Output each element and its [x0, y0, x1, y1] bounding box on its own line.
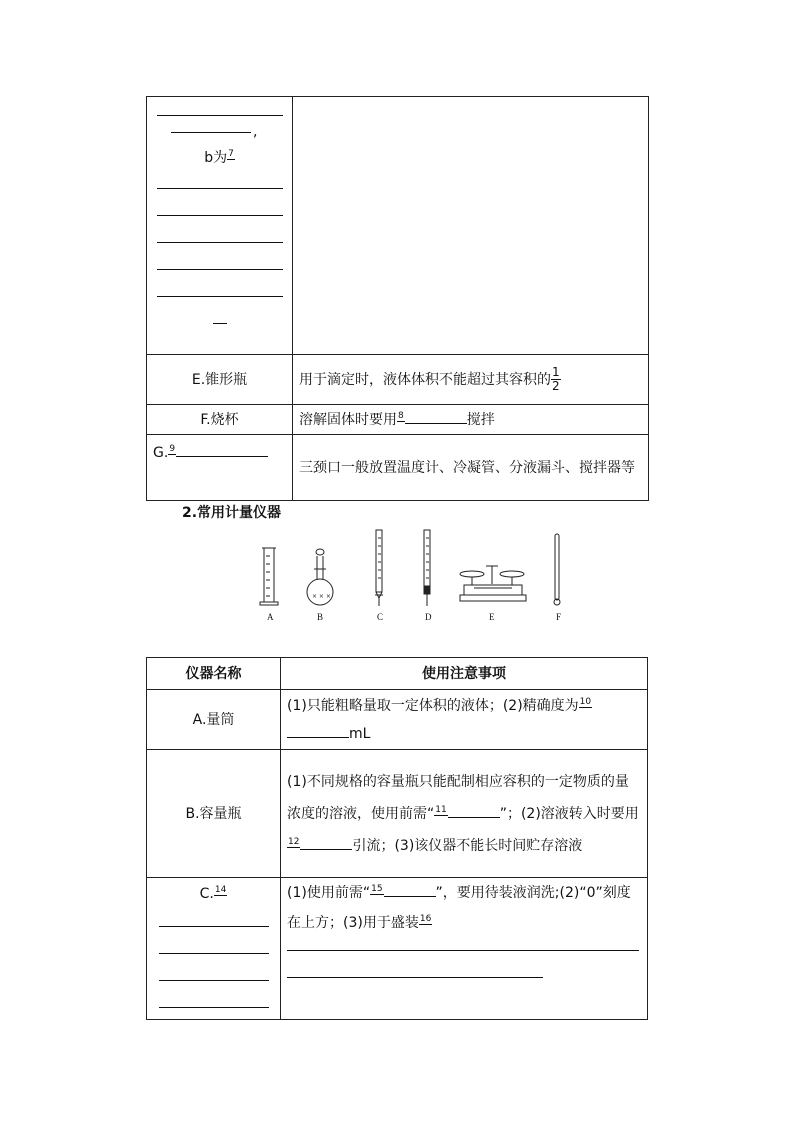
blank-number-14: 14	[214, 885, 227, 895]
burette-name	[147, 878, 281, 1020]
volumetric-flask-name: B.容量瓶	[147, 750, 281, 878]
blank-number-15: 15	[371, 884, 383, 894]
measuring-instruments-figure	[250, 526, 580, 608]
fraction-one-half	[551, 366, 561, 393]
cell-top-left	[147, 97, 293, 355]
blank-number-10: 10	[579, 696, 592, 707]
erlenmeyer-name: E.锥形瓶	[147, 355, 293, 405]
blank-number-8: 8	[398, 410, 404, 421]
header-instrument-name: 仪器名称	[147, 658, 281, 690]
beaker-note-post: 搅拌	[466, 411, 495, 428]
volumetric-flask-icon	[307, 549, 333, 605]
cylinder-note	[281, 690, 648, 750]
g-label: G.	[153, 445, 169, 461]
header-usage-notes: 使用注意事项	[281, 658, 648, 690]
cylinder-name: A.量筒	[147, 690, 281, 750]
answer-blank	[176, 440, 268, 457]
svg-text:× × ×: × × ×	[312, 593, 331, 600]
flask-note: 三颈口一般放置温度计、冷凝管、分液漏斗、搅拌器等	[293, 435, 649, 501]
fraction-numerator: 1	[552, 365, 560, 379]
vf-note-part1: (1)不同规格的容量瓶只能配制相应容积的一定物质的量浓度的溶液，使用前需“	[287, 773, 629, 822]
figure-label-b: B	[317, 612, 324, 622]
answer-blank	[448, 801, 500, 818]
instrument-table-1	[146, 96, 649, 501]
burette-note-part1: (1)使用前需“	[287, 885, 371, 901]
figure-label-a: A	[267, 612, 274, 622]
answer-blank	[384, 880, 436, 897]
b-label: b为	[204, 150, 228, 166]
c-label: C.	[199, 886, 214, 902]
figure-label-d: D	[425, 612, 432, 622]
section-title: 2.常用计量仪器	[182, 505, 282, 521]
vf-note-part2: ”；(2)溶液转入时要用	[499, 805, 639, 822]
figure-label-e: E	[489, 612, 495, 622]
cylinder-note-text: (1)只能粗略量取一定体积的液体；(2)精确度为	[287, 697, 579, 714]
flask-name	[147, 435, 293, 501]
answer-blank	[287, 721, 349, 738]
thermometer-icon	[554, 534, 560, 605]
volumetric-flask-note	[281, 750, 648, 878]
beaker-note-pre: 溶解固体时要用	[299, 411, 397, 428]
fraction-denominator: 2	[552, 379, 560, 393]
burette-note-part2: ”，要用待装液润洗;(2)“0”刻度在上方；(3)用于盛装	[287, 885, 631, 931]
balance-scale-icon	[460, 566, 526, 601]
comma: ,	[253, 124, 258, 140]
vf-note-part3: 引流；(3)该仪器不能长时间贮存溶液	[352, 837, 583, 854]
base-burette-icon	[424, 530, 430, 606]
blank-number-16: 16	[419, 914, 432, 924]
burette-note	[281, 878, 648, 1020]
blank-number-12: 12	[288, 836, 300, 847]
instrument-table-2	[146, 657, 648, 1020]
erlenmeyer-note	[293, 355, 649, 405]
acid-burette-icon	[375, 530, 383, 606]
erlenmeyer-note-text: 用于滴定时，液体体积不能超过其容积的	[299, 371, 551, 388]
answer-blank	[300, 833, 352, 850]
answer-blank	[405, 407, 467, 424]
unit-ml: mL	[349, 725, 371, 742]
cell-top-right	[293, 97, 649, 355]
figure-label-f: F	[556, 612, 562, 622]
beaker-name: F.烧杯	[147, 405, 293, 435]
blank-number-9: 9	[169, 444, 176, 454]
figure-label-c: C	[377, 612, 384, 622]
blank-number-7: 7	[228, 149, 234, 159]
blank-number-11: 11	[435, 804, 447, 815]
graduated-cylinder-icon	[260, 548, 278, 605]
beaker-note	[293, 405, 649, 435]
